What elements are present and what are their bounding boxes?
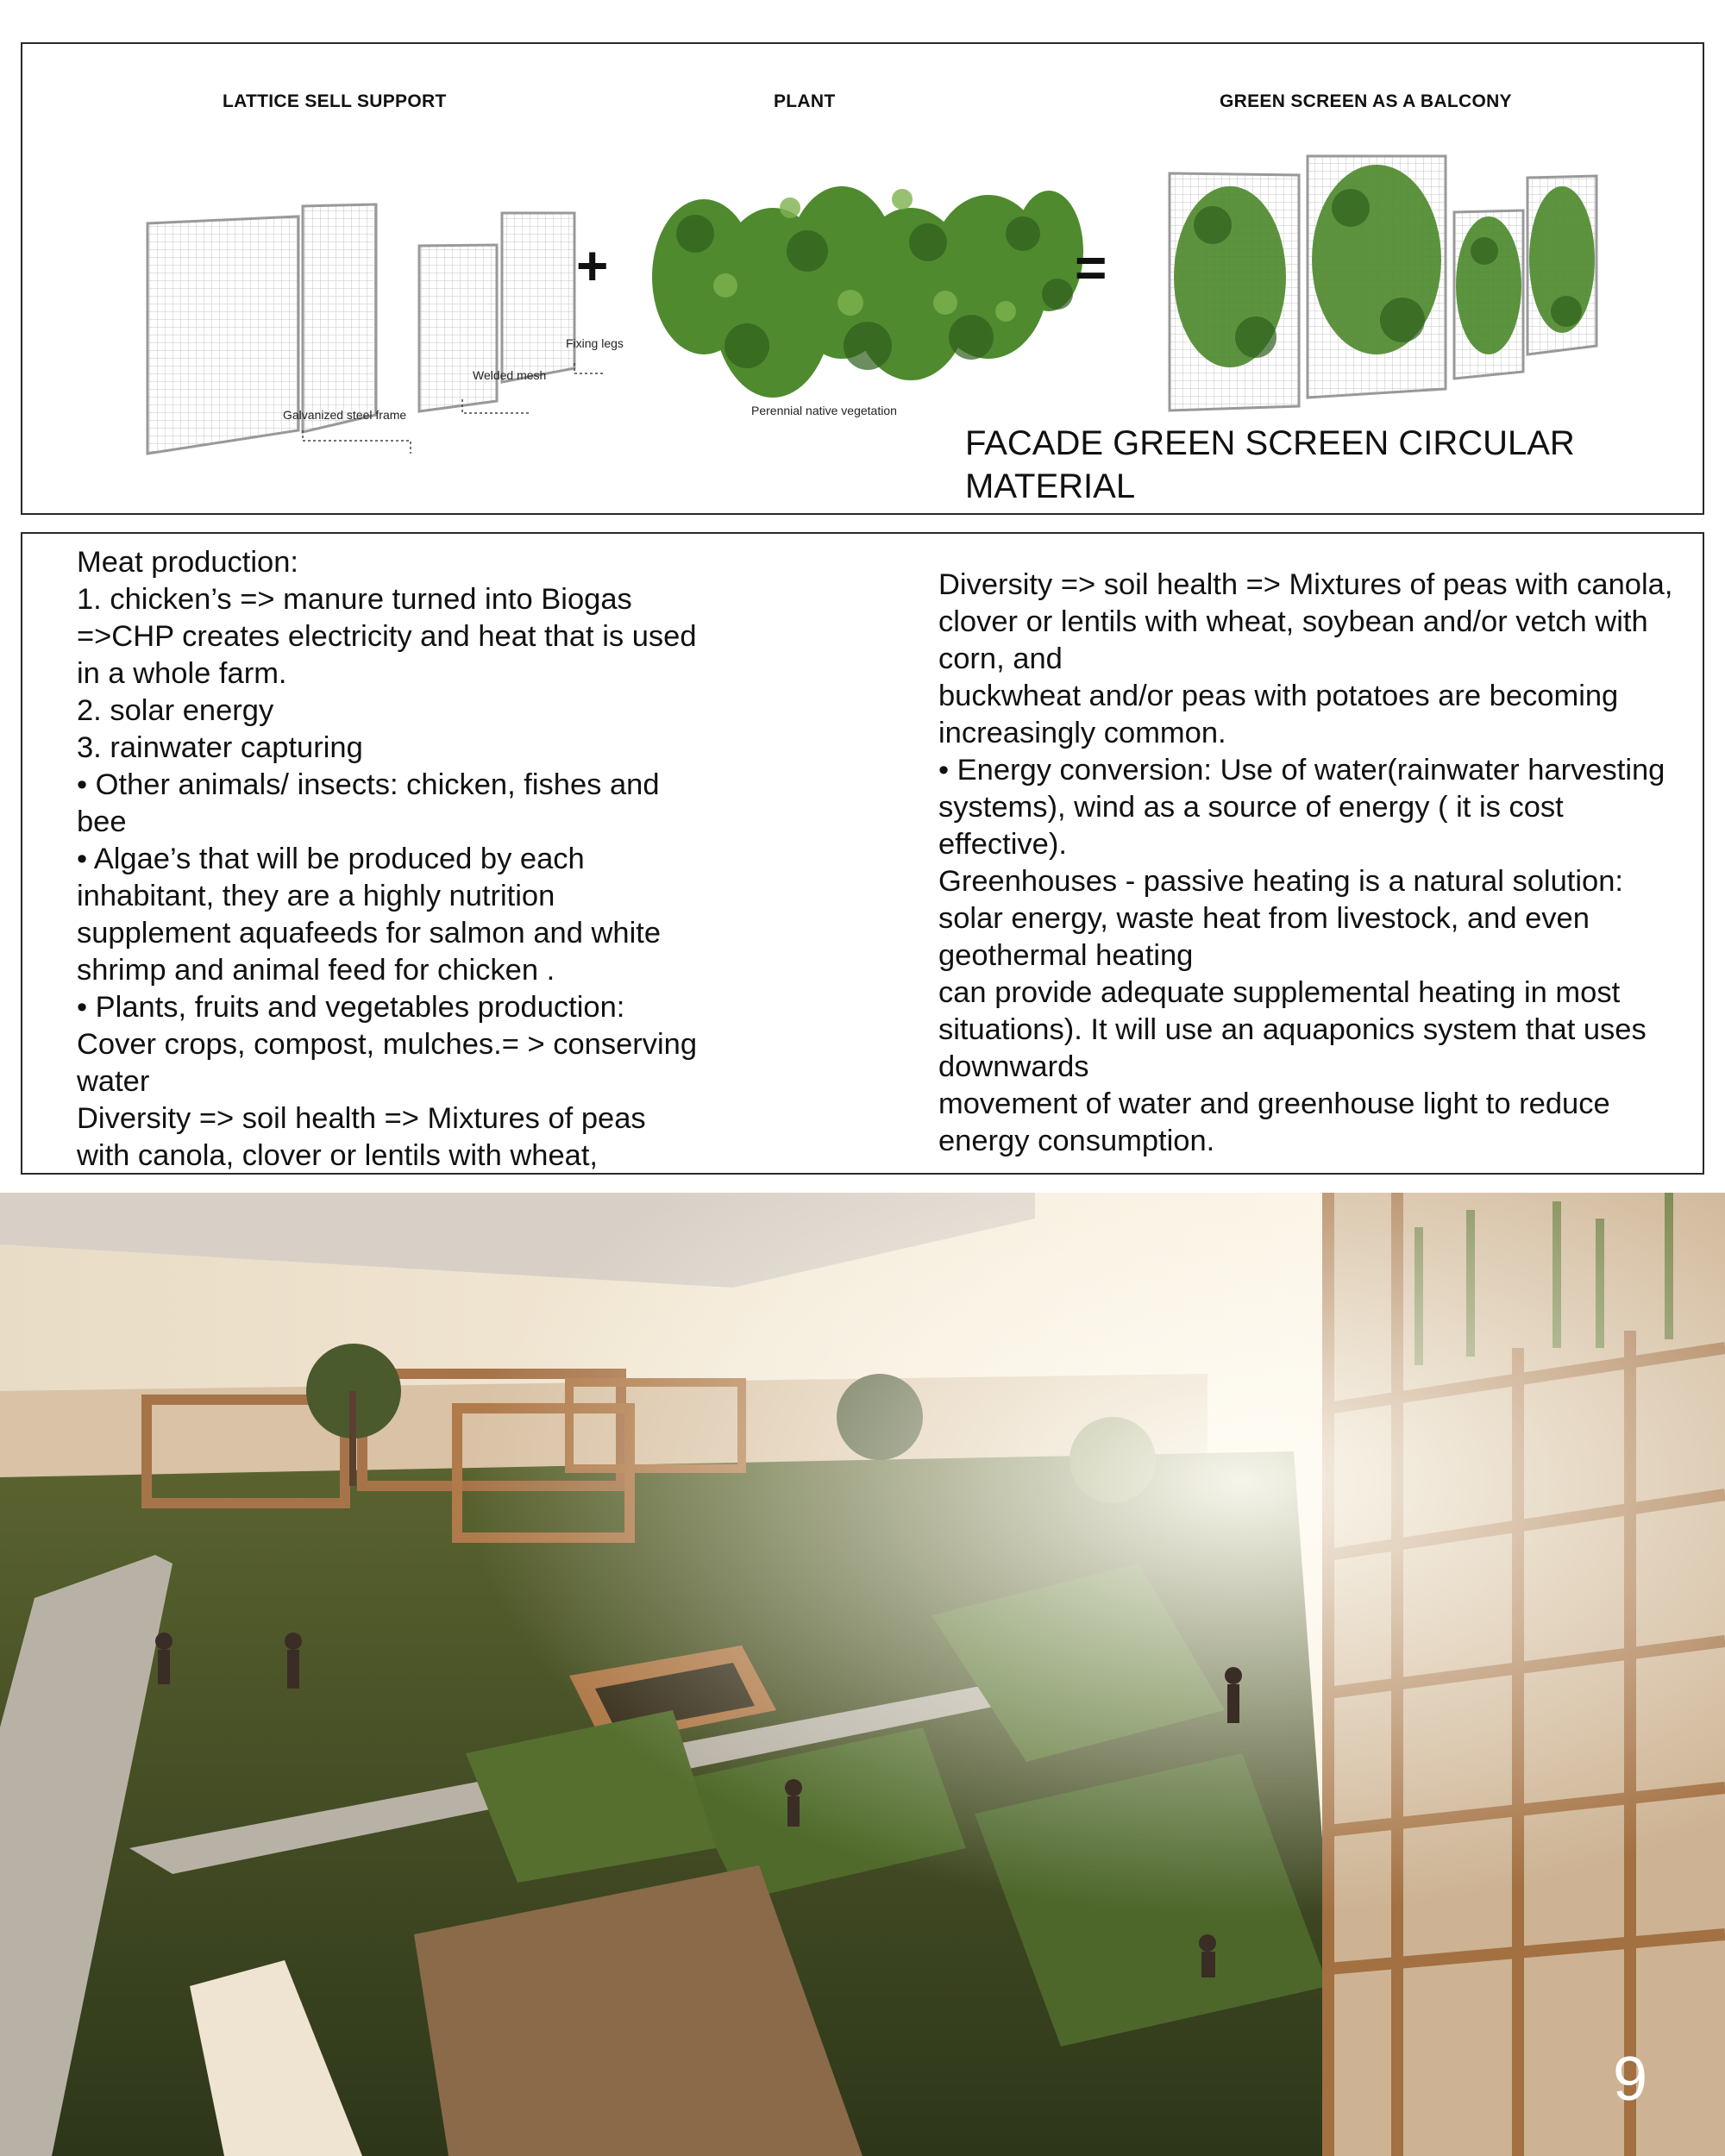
plus-sign: +	[576, 235, 609, 297]
fixing-legs-label: Fixing legs	[566, 336, 624, 350]
lattice-panel-2	[303, 204, 376, 432]
lattice-panel-3	[419, 245, 497, 411]
lattice-illustration	[126, 156, 609, 484]
green-screen-diagram	[21, 42, 1704, 515]
lattice-panel-1	[147, 216, 298, 454]
page-number: 9	[1612, 2045, 1647, 2114]
facade-title: FACADE GREEN SCREEN CIRCULAR MATERIAL	[965, 424, 1575, 505]
render-illustration	[0, 1193, 1725, 2156]
plant-label: Perennial native vegetation	[751, 404, 897, 417]
rooftop-farm-render	[0, 1193, 1725, 2156]
result-title: GREEN SCREEN AS A BALCONY	[1220, 91, 1512, 111]
green-screen-illustration	[1144, 147, 1627, 423]
frame-label: Galvanized steel frame	[283, 408, 407, 422]
equals-sign: =	[1075, 236, 1107, 298]
lattice-panel-4	[502, 213, 574, 382]
text-panel	[21, 532, 1704, 1175]
lattice-title: LATTICE SELL SUPPORT	[223, 91, 447, 111]
welded-mesh-label: Welded mesh	[473, 368, 547, 382]
left-text-column: Meat production: 1. chicken’s => manure turned into Biogas =>CHP creates electricity and heat that is used in a whole farm. 2. solar energy 3. rainwater capturing • Other animals/ insects: chicken, fishes and bee • Algae’s that will be produced by each inhabitant, they are a highly nutrition supplement aquafeeds for salmon and white shrimp and animal feed for chicken . • Plants, fruits and vegetables production: Cover crops, compost, mulches.= > conserving water Diversity => soil health => Mixtures of peas with canola, clover or lentils with wheat,	[77, 546, 698, 1172]
plant-title: PLANT	[774, 91, 836, 111]
right-text-column: Diversity => soil health => Mixtures of peas with canola, clover or lentils with wheat, soybean and/or vetch with corn, and buckwheat and/or peas with potatoes are becoming increasingly common. • Energy conversion: Use of water(rainwater harvesting systems), wind as a source of energy ( it is cost effective). Greenhouses - passive heating is a natural solution: solar energy, waste heat from livestock, and even geothermal heating can provide adequate supplemental heating in most situations). It will use an aquaponics system that uses downwards movement of water and greenhouse light to reduce energy consumption.	[938, 568, 1673, 1157]
